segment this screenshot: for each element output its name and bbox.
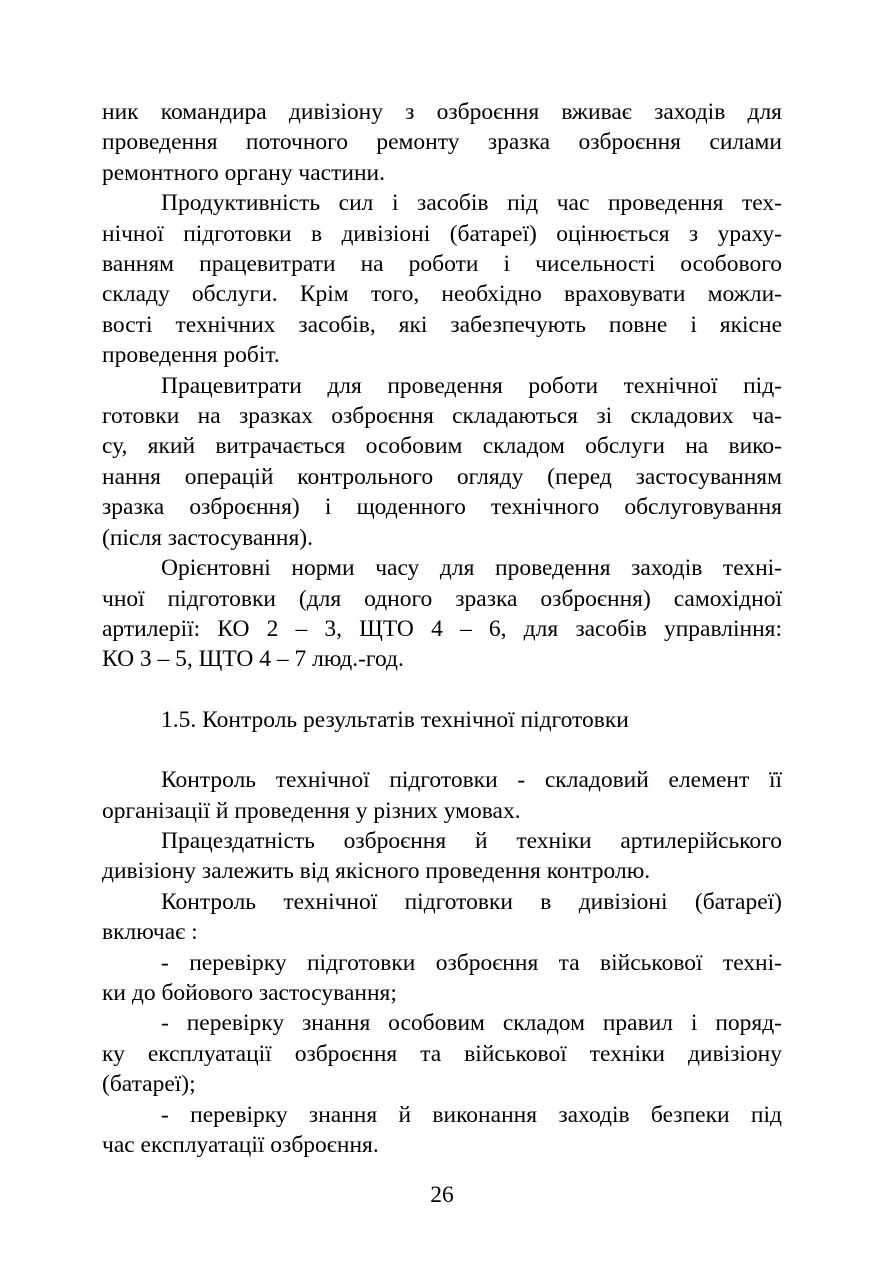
text-line: Контроль технічної підготовки - складовий елемент її	[161, 767, 782, 794]
paragraph-control-intro	[102, 765, 782, 826]
text-line: Працездатність озброєння й техніки артилерійського	[161, 827, 782, 854]
paragraph-continuation	[102, 97, 782, 188]
list-item	[102, 1100, 782, 1161]
page-body	[102, 97, 782, 1160]
paragraph-control-includes	[102, 887, 782, 948]
text-line: су, який витрачається особовим складом обслуги на вико-	[102, 433, 782, 460]
text-line: зразка озброєння) і щоденного технічного обслуговування	[102, 494, 782, 521]
text-line: артилерії: КО 2 – 3, ЩТО 4 – 6, для засобів управління:	[102, 615, 782, 642]
list-item	[102, 1008, 782, 1099]
text-line: вості технічних засобів, які забезпечують повне і якісне	[102, 311, 782, 338]
text-line: ванням працевитрати на роботи і чисельності особового	[102, 251, 782, 278]
text-line: складу обслуги. Крім того, необхідно враховувати можли-	[102, 281, 782, 308]
paragraph-labor-costs	[102, 371, 782, 553]
list-item	[102, 948, 782, 1009]
text-line: ник командира дивізіону з озброєння вживає заходів для	[102, 99, 782, 125]
text-line: організації й проведення у різних умовах.	[102, 797, 521, 824]
paragraph-operability	[102, 826, 782, 887]
text-line: дивізіону залежить від якісного проведення контролю.	[102, 858, 651, 885]
text-line: Продуктивність сил і засобів під час проведення тех-	[161, 190, 782, 217]
text-line: ремонтного органу частини.	[102, 159, 385, 186]
text-line: чної підготовки (для одного зразка озброєння) самохідної	[102, 585, 782, 612]
text-line: включає :	[102, 919, 198, 946]
section-heading: 1.5. Контроль результатів технічної підготовки	[161, 706, 629, 733]
page-number: 26	[430, 1182, 454, 1208]
text-line: Орієнтовні норми часу для проведення заходів техні-	[161, 555, 782, 582]
text-line: ки до бойового застосування;	[102, 979, 397, 1006]
text-line: нання операцій контрольного огляду (перед застосуванням	[102, 463, 782, 490]
text-line: проведення робіт.	[102, 342, 280, 369]
text-line: Працевитрати для проведення роботи технічної під-	[161, 372, 782, 399]
text-line: - перевірку знання особовим складом правил і поряд-	[161, 1010, 782, 1037]
text-line: - перевірку знання й виконання заходів безпеки під	[161, 1101, 782, 1128]
text-line: Контроль технічної підготовки в дивізіоні (батареї)	[161, 888, 782, 915]
text-line: ку експлуатації озброєння та військової техніки дивізіону	[102, 1040, 782, 1067]
text-line: (батареї);	[102, 1071, 196, 1098]
text-line: - перевірку підготовки озброєння та військової техні-	[161, 949, 782, 976]
text-line: час експлуатації озброєння.	[102, 1132, 379, 1158]
text-line: нічної підготовки в дивізіоні (батареї) оцінюється з ураху-	[102, 220, 782, 247]
text-line: готовки на зразках озброєння складаються зі складових ча-	[102, 403, 782, 430]
text-line: (після застосування).	[102, 524, 313, 551]
text-line: проведення поточного ремонту зразка озброєння силами	[102, 129, 782, 156]
text-line: КО 3 – 5, ЩТО 4 – 7 люд.-год.	[102, 646, 404, 673]
paragraph-time-norms	[102, 553, 782, 675]
paragraph-productivity	[102, 188, 782, 370]
